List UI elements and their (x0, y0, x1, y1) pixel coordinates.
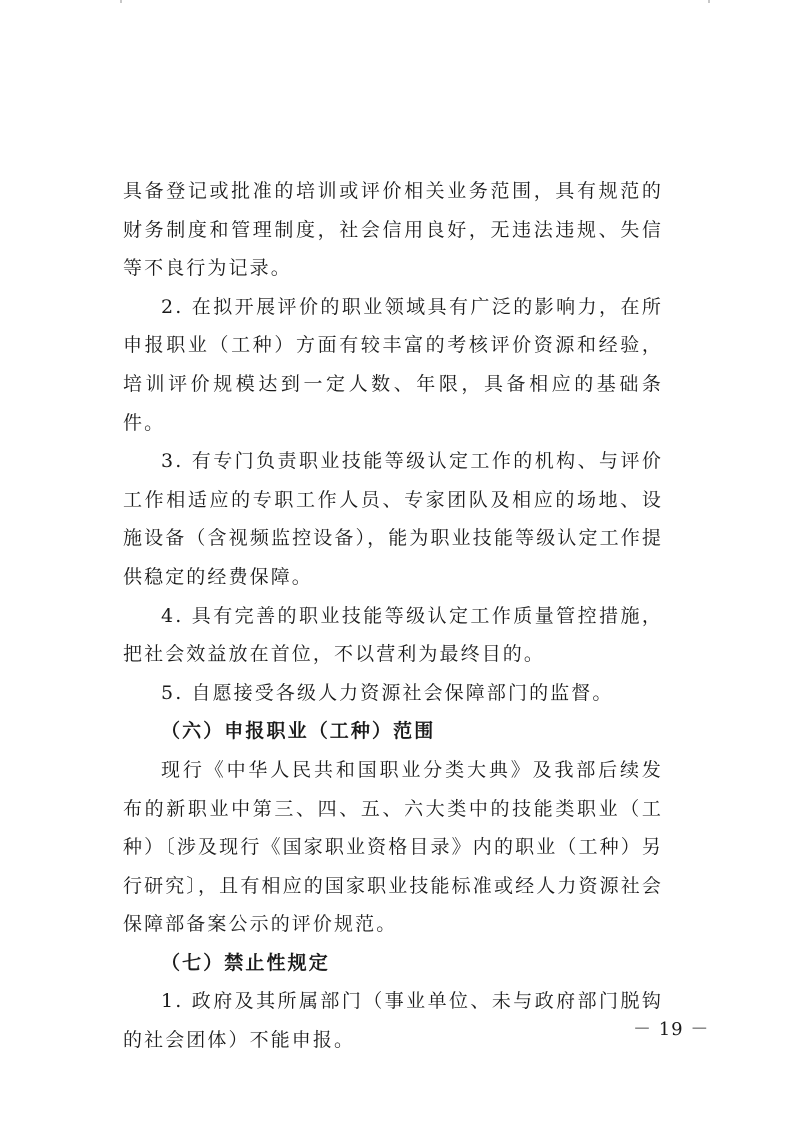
document-body (123, 172, 663, 1060)
paragraph-scope: 现行《中华人民共和国职业分类大典》及我部后续发布的新职业中第三、四、五、六大类中的技能类职业（工种）〔涉及现行《国家职业资格目录》内的职业（工种）另行研究〕，且有相应的国家职业技能标准或经人力资源社会保障部备案公示的评价规范。 (123, 758, 663, 936)
section-heading-7: （七）禁止性规定 (161, 951, 330, 974)
page-number: － 19 － (633, 1019, 710, 1040)
paragraph-prohibition-1: 1. 政府及其所属部门（事业单位、未与政府部门脱钩的社会团体）不能申报。 (123, 990, 663, 1052)
scan-edge-mark (708, 0, 710, 3)
scan-edge-mark (120, 0, 122, 3)
section-heading-6: （六）申报职业（工种）范围 (161, 720, 436, 743)
paragraph-item-5: 5. 自愿接受各级人力资源社会保障部门的监督。 (161, 681, 614, 704)
paragraph-continuation: 具备登记或批准的培训或评价相关业务范围，具有规范的财务制度和管理制度，社会信用良好，无违法违规、失信等不良行为记录。 (123, 180, 663, 280)
paragraph-item-2: 2. 在拟开展评价的职业领域具有广泛的影响力，在所申报职业（工种）方面有较丰富的考核评价资源和经验，培训评价规模达到一定人数、年限，具备相应的基础条件。 (123, 295, 663, 434)
paragraph-item-4: 4. 具有完善的职业技能等级认定工作质量管控措施，把社会效益放在首位，不以营利为最终目的。 (123, 604, 663, 666)
paragraph-item-3: 3. 有专门负责职业技能等级认定工作的机构、与评价工作相适应的专职工作人员、专家团队及相应的场地、设施设备（含视频监控设备），能为职业技能等级认定工作提供稳定的经费保障。 (123, 450, 663, 588)
